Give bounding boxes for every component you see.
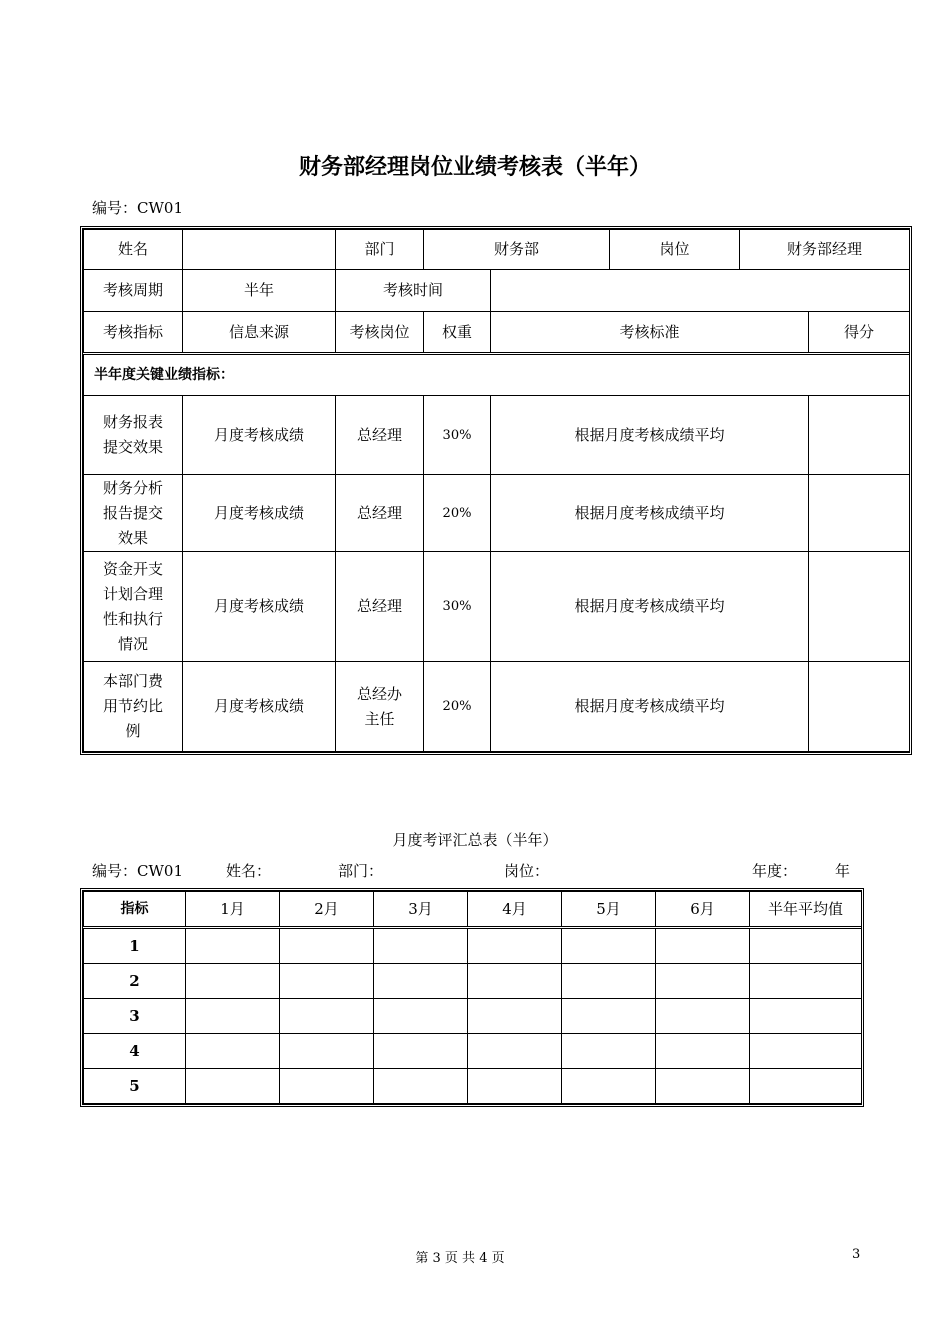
indicator-cell: 财务报表提交效果: [84, 396, 183, 475]
assessment-table: [80, 226, 912, 755]
page-title: 财务部经理岗位业绩考核表（半年）: [298, 155, 651, 180]
weight-cell: 20%: [424, 475, 491, 552]
source-cell: 月度考核成绩: [183, 552, 336, 662]
summary-row-index: 1: [84, 928, 186, 964]
assessor-cell: 总经办主任: [336, 662, 424, 752]
source-cell: 月度考核成绩: [183, 475, 336, 552]
summary-header-row: [84, 892, 862, 928]
header-indicator: 考核指标: [84, 312, 183, 354]
standard-cell: 根据月度考核成绩平均: [491, 396, 809, 475]
indicator-cell: 本部门费用节约比例: [84, 662, 183, 752]
table-row: [84, 552, 910, 662]
summary-row-index: 4: [84, 1034, 186, 1069]
dept-value: 财务部: [424, 230, 610, 270]
table-row: [84, 475, 910, 552]
post-value: 财务部经理: [740, 230, 910, 270]
summary-year-suffix: 年: [835, 862, 851, 880]
page-footer: 第 3 页 共 4 页: [415, 1251, 505, 1266]
name-value: [183, 230, 336, 270]
time-value: [491, 270, 910, 312]
table-row: [84, 928, 862, 964]
section-heading: 半年度关键业绩指标：: [84, 354, 910, 396]
table-row: [84, 964, 862, 999]
period-label: 考核周期: [84, 270, 183, 312]
summary-header-month: 1月: [186, 892, 280, 928]
summary-header-month: 6月: [656, 892, 750, 928]
assessor-cell: 总经理: [336, 552, 424, 662]
form-code: 编号：CW01: [92, 199, 183, 217]
name-label: 姓名: [84, 230, 183, 270]
summary-dept-label: 部门：: [338, 862, 384, 880]
assessor-cell: 总经理: [336, 475, 424, 552]
summary-post-label: 岗位：: [504, 862, 550, 880]
period-value: 半年: [183, 270, 336, 312]
table-row: [84, 396, 910, 475]
weight-cell: 30%: [424, 552, 491, 662]
score-cell: [809, 662, 910, 752]
header-source: 信息来源: [183, 312, 336, 354]
header-weight: 权重: [424, 312, 491, 354]
header-standard: 考核标准: [491, 312, 809, 354]
monthly-summary-table: [80, 888, 864, 1107]
summary-header-month: 3月: [374, 892, 468, 928]
post-label: 岗位: [610, 230, 740, 270]
summary-header-month: 5月: [562, 892, 656, 928]
score-cell: [809, 552, 910, 662]
header-score: 得分: [809, 312, 910, 354]
summary-title: 月度考评汇总表（半年）: [392, 831, 558, 849]
table-row: [84, 662, 910, 752]
summary-name-label: 姓名：: [226, 862, 272, 880]
summary-header-average: 半年平均值: [750, 892, 862, 928]
assessor-cell: 总经理: [336, 396, 424, 475]
indicator-cell: 财务分析报告提交效果: [84, 475, 183, 552]
score-cell: [809, 396, 910, 475]
header-assessor: 考核岗位: [336, 312, 424, 354]
summary-row-index: 2: [84, 964, 186, 999]
summary-code: 编号：CW01: [92, 862, 183, 880]
summary-header-month: 4月: [468, 892, 562, 928]
source-cell: 月度考核成绩: [183, 662, 336, 752]
time-label: 考核时间: [336, 270, 491, 312]
table-row: [84, 999, 862, 1034]
standard-cell: 根据月度考核成绩平均: [491, 662, 809, 752]
dept-label: 部门: [336, 230, 424, 270]
weight-cell: 20%: [424, 662, 491, 752]
summary-year-label: 年度：: [752, 862, 798, 880]
table-row: [84, 1069, 862, 1104]
standard-cell: 根据月度考核成绩平均: [491, 475, 809, 552]
summary-row-index: 5: [84, 1069, 186, 1104]
standard-cell: 根据月度考核成绩平均: [491, 552, 809, 662]
summary-header-month: 2月: [280, 892, 374, 928]
indicator-cell: 资金开支计划合理性和执行情况: [84, 552, 183, 662]
table-row: [84, 1034, 862, 1069]
weight-cell: 30%: [424, 396, 491, 475]
source-cell: 月度考核成绩: [183, 396, 336, 475]
page-number: 3: [852, 1247, 861, 1262]
score-cell: [809, 475, 910, 552]
summary-header-indicator: 指标: [84, 892, 186, 928]
summary-row-index: 3: [84, 999, 186, 1034]
